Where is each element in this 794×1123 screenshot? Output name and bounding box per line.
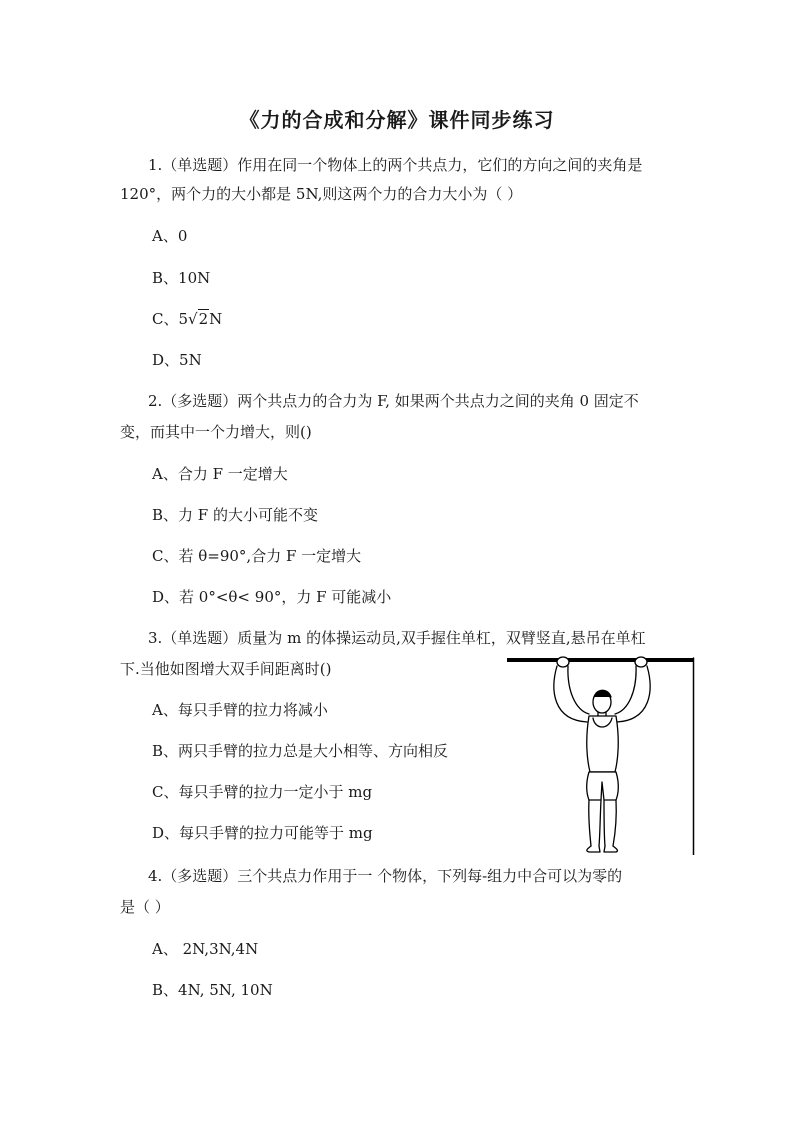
question-4-stem-continued: 是（ ） [120,898,170,916]
question-3-option-b: B、两只手臂的拉力总是大小相等、方向相反 [152,742,449,760]
radical-sign-icon: √ [188,310,198,328]
gymnast-figure [505,650,695,855]
question-3-stem-continued: 下.当他如图增大双手间距离时() [120,660,332,678]
question-2-option-c: C、若 θ=90°,合力 F 一定增大 [152,547,362,565]
option-c-unit: N [209,310,223,328]
question-1-option-c [152,309,222,329]
question-2-option-b: B、力 F 的大小可能不变 [152,506,318,524]
question-4-stem: 4.（多选题）三个共点力作用于一 个物体，下列每-组力中合可以为零的 [148,867,623,885]
question-1-stem-continued: 120°，两个力的大小都是 5N,则这两个力的合力大小为（ ） [120,185,523,203]
question-1-option-a: A、0 [152,227,188,245]
question-2-option-d: D、若 0°<θ< 90°，力 F 可能减小 [152,588,392,606]
question-4-option-a: A、 2N,3N,4N [152,940,259,958]
gymnast-hanging-on-bar-icon [505,650,695,855]
question-1-option-b: B、10N [152,269,211,287]
question-3-stem: 3.（单选题）质量为 m 的体操运动员,双手握住单杠，双臂竖直,悬吊在单杠 [148,629,646,647]
question-2-stem: 2.（多选题）两个共点力的合力为 F, 如果两个共点力之间的夹角 0 固定不 [148,392,639,410]
question-3-option-d: D、每只手臂的拉力可能等于 mg [152,824,373,842]
question-1-stem: 1.（单选题）作用在同一个物体上的两个共点力，它们的方向之间的夹角是 [148,156,643,174]
question-2-stem-continued: 变，而其中一个力增大，则() [120,423,312,441]
question-2-option-a: A、合力 F 一定增大 [152,465,288,483]
question-4-option-b: B、4N, 5N, 10N [152,981,273,999]
square-root [188,309,209,329]
question-3-option-c: C、每只手臂的拉力一定小于 mg [152,783,373,801]
question-3-option-a: A、每只手臂的拉力将减小 [152,701,328,719]
page-title: 《力的合成和分解》课件同步练习 [239,108,555,132]
radicand: 2 [198,310,209,328]
option-c-prefix: C、5 [152,310,189,328]
question-1-option-d: D、5N [152,351,202,369]
